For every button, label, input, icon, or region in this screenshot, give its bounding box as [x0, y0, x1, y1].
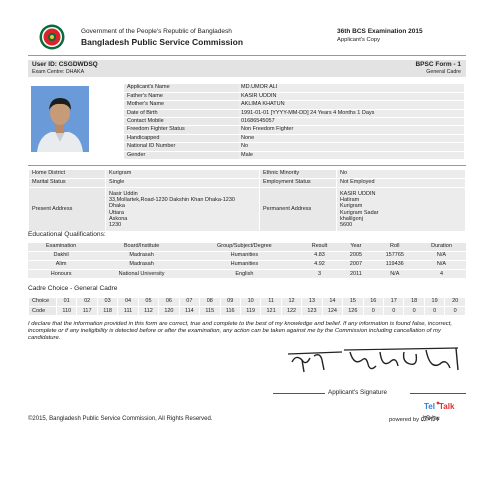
- education-header-cell: Result: [300, 243, 339, 252]
- address-line: Kurigram Sadar: [340, 209, 379, 216]
- section-divider: [28, 165, 466, 166]
- personal-details-table: [28, 169, 466, 232]
- details-row: [29, 188, 466, 232]
- education-header-cell: Duration: [417, 243, 466, 252]
- choice-cell: 15: [343, 298, 363, 307]
- powered-prefix: powered by: [389, 417, 419, 423]
- code-row-label: Code: [29, 307, 57, 316]
- exam-title: 36th BCS Examination 2015: [337, 28, 423, 35]
- choice-row: [29, 298, 466, 307]
- choice-cell: 08: [200, 298, 220, 307]
- code-cell: 118: [97, 307, 117, 316]
- government-name: Government of the People's Republic of Bangladesh: [81, 28, 232, 35]
- code-cell: 0: [404, 307, 424, 316]
- education-cell: 2011: [339, 270, 372, 279]
- code-cell: 123: [302, 307, 322, 316]
- education-cell: Honours: [28, 270, 94, 279]
- applicant-field-value: None: [238, 134, 464, 142]
- education-cell: 4.92: [300, 261, 339, 270]
- exam-centre: Exam Centre: DHAKA: [32, 69, 85, 75]
- education-cell: 3: [300, 270, 339, 279]
- svg-text:Tel: Tel: [424, 402, 435, 411]
- applicant-row: [124, 84, 464, 92]
- education-cell: Humanities: [189, 252, 300, 261]
- bpsc-seal-logo: [39, 24, 65, 50]
- svg-text:Talk: Talk: [439, 402, 455, 411]
- education-cell: N/A: [373, 270, 417, 279]
- applicant-field-label: Mother's Name: [124, 101, 238, 109]
- code-cell: 112: [138, 307, 158, 316]
- code-cell: 121: [261, 307, 281, 316]
- applicant-field-value: Non Freedom Fighter: [238, 126, 464, 134]
- address-line: 33,Mollartek,Road-1230 Dakshin Khan Dhaka-1230: [109, 196, 235, 203]
- code-cell: 0: [384, 307, 404, 316]
- applicant-field-label: Applicant's Name: [124, 84, 238, 92]
- ethnic-minority-label: Ethnic Minority: [260, 170, 337, 179]
- choice-cell: 10: [240, 298, 260, 307]
- choice-row-label: Choice: [29, 298, 57, 307]
- code-cell: 122: [281, 307, 301, 316]
- education-cell: Humanities: [189, 261, 300, 270]
- applicant-field-label: Date of Birth: [124, 109, 238, 117]
- marital-status-value: Single: [106, 179, 260, 188]
- applicant-field-value: 1991-01-01 [YYYY-MM-DD] 24 Years 4 Months 1 Days: [238, 109, 464, 117]
- education-header-cell: Year: [339, 243, 372, 252]
- choice-cell: 12: [281, 298, 301, 307]
- code-cell: 120: [159, 307, 179, 316]
- employment-status-value: Not Employed: [337, 179, 466, 188]
- choice-cell: 20: [445, 298, 466, 307]
- powered-brand: টেলিটক: [420, 417, 440, 423]
- choice-cell: 01: [57, 298, 77, 307]
- address-line: Uttara: [109, 209, 124, 216]
- copy-label: Applicant's Copy: [337, 37, 380, 43]
- applicant-field-label: Gender: [124, 151, 238, 159]
- cadre-choice-title: Cadre Choice - General Cadre: [28, 285, 118, 292]
- applicant-row: [124, 109, 464, 117]
- education-cell: 4: [417, 270, 466, 279]
- applicant-field-value: MD.UMOR ALI: [238, 84, 464, 92]
- education-cell: N/A: [417, 261, 466, 270]
- code-cell: 111: [118, 307, 138, 316]
- cadre-label: General Cadre: [426, 69, 461, 75]
- applicant-row: [124, 101, 464, 109]
- education-cell: N/A: [417, 252, 466, 261]
- address-line: Askona: [109, 215, 128, 222]
- home-district-label: Home District: [29, 170, 106, 179]
- organization-name: Bangladesh Public Service Commission: [81, 37, 244, 47]
- choice-cell: 02: [77, 298, 97, 307]
- education-cell: Dakhil: [28, 252, 94, 261]
- code-cell: 116: [220, 307, 240, 316]
- applicant-row: [124, 126, 464, 134]
- choice-cell: 19: [424, 298, 444, 307]
- code-cell: 114: [179, 307, 199, 316]
- applicant-field-value: AKLIMA KHATUN: [238, 101, 464, 109]
- user-info-band: [28, 60, 466, 77]
- choice-cell: 03: [97, 298, 117, 307]
- declaration-text: I declare that the information provided in this form are correct, true and complete to the best of my knowledge and belief. If any information is found false, incorrect, incomplete or if any ineligibility is detected before or after the examination, any action can be taken against me by the Commission including cancellation of my candidature.: [28, 321, 453, 342]
- applicant-info-table: [124, 84, 464, 160]
- address-line: Nasir Uddin: [109, 190, 138, 197]
- signature-line-right: [410, 393, 466, 394]
- address-line: Kurigram: [340, 203, 363, 210]
- applicant-row: [124, 134, 464, 142]
- address-line: khalilgonj: [340, 215, 363, 222]
- education-cell: 119436: [373, 261, 417, 270]
- education-header-cell: Board/Institute: [94, 243, 189, 252]
- copyright-text: ©2015, Bangladesh Public Service Commission, All Rights Reserved.: [28, 416, 213, 422]
- choice-cell: 18: [404, 298, 424, 307]
- home-district-value: Kurigram: [106, 170, 260, 179]
- code-cell: 124: [322, 307, 342, 316]
- signature-line-left: [273, 393, 325, 394]
- present-address-label: Present Address: [29, 188, 106, 232]
- applicant-field-label: Father's Name: [124, 92, 238, 100]
- signature-label: Applicant's Signature: [328, 389, 387, 396]
- education-header-cell: Roll: [373, 243, 417, 252]
- cadre-choice-table: [28, 297, 466, 316]
- code-cell: 117: [77, 307, 97, 316]
- details-row: [29, 179, 466, 188]
- education-table: [28, 243, 466, 279]
- education-cell: English: [189, 270, 300, 279]
- education-row: [28, 252, 466, 261]
- present-address-value: [106, 188, 260, 232]
- code-row: [29, 307, 466, 316]
- applicant-signature-image: [280, 340, 470, 382]
- powered-by: [389, 415, 439, 425]
- choice-cell: 17: [384, 298, 404, 307]
- applicant-row: [124, 143, 464, 151]
- address-line: Dhaka: [109, 203, 125, 210]
- education-row: [28, 270, 466, 279]
- ethnic-minority-value: No: [337, 170, 466, 179]
- applicant-field-label: Contact Mobile: [124, 118, 238, 126]
- applicant-field-value: Male: [238, 151, 464, 159]
- education-cell: 2005: [339, 252, 372, 261]
- applicant-field-label: National ID Number: [124, 143, 238, 151]
- applicant-row: [124, 92, 464, 100]
- code-cell: 0: [363, 307, 383, 316]
- education-cell: National University: [94, 270, 189, 279]
- applicant-row: [124, 118, 464, 126]
- user-id: User ID: CSGDWDSQ: [32, 61, 98, 68]
- address-line: Hatiram: [340, 196, 360, 203]
- header-divider: [28, 55, 466, 56]
- applicant-field-value: No: [238, 143, 464, 151]
- applicant-field-value: 01686545057: [238, 118, 464, 126]
- code-cell: 115: [200, 307, 220, 316]
- applicant-field-label: Handicapped: [124, 134, 238, 142]
- applicant-field-value: KASIR UDDIN: [238, 92, 464, 100]
- choice-cell: 14: [322, 298, 342, 307]
- applicant-field-label: Freedom Fighter Status: [124, 126, 238, 134]
- employment-status-label: Employment Status: [260, 179, 337, 188]
- choice-cell: 06: [159, 298, 179, 307]
- permanent-address-label: Permanent Address: [260, 188, 337, 232]
- address-line: 5600: [340, 222, 353, 229]
- code-cell: 0: [424, 307, 444, 316]
- address-line: 1230: [109, 222, 122, 229]
- choice-cell: 09: [220, 298, 240, 307]
- marital-status-label: Marital Status: [29, 179, 106, 188]
- education-cell: Madrasah: [94, 252, 189, 261]
- education-row: [28, 261, 466, 270]
- education-cell: Alim: [28, 261, 94, 270]
- education-cell: 157765: [373, 252, 417, 261]
- choice-cell: 04: [118, 298, 138, 307]
- address-line: KASIR UDDIN: [340, 190, 376, 197]
- code-cell: 126: [343, 307, 363, 316]
- form-label: BPSC Form - 1: [415, 61, 461, 68]
- choice-cell: 07: [179, 298, 199, 307]
- education-header-row: [28, 243, 466, 252]
- code-cell: 110: [57, 307, 77, 316]
- details-row: [29, 170, 466, 179]
- choice-cell: 13: [302, 298, 322, 307]
- applicant-photo: [31, 86, 89, 152]
- education-title: Educational Qualifications:: [28, 231, 106, 238]
- code-cell: 0: [445, 307, 466, 316]
- permanent-address-value: [337, 188, 466, 232]
- education-cell: 2007: [339, 261, 372, 270]
- code-cell: 119: [240, 307, 260, 316]
- choice-cell: 11: [261, 298, 281, 307]
- education-cell: Madrasah: [94, 261, 189, 270]
- education-header-cell: Group/Subject/Degree: [189, 243, 300, 252]
- choice-cell: 05: [138, 298, 158, 307]
- applicant-row: [124, 151, 464, 159]
- education-header-cell: Examination: [28, 243, 94, 252]
- choice-cell: 16: [363, 298, 383, 307]
- teletalk-logo: [397, 399, 463, 413]
- education-cell: 4.83: [300, 252, 339, 261]
